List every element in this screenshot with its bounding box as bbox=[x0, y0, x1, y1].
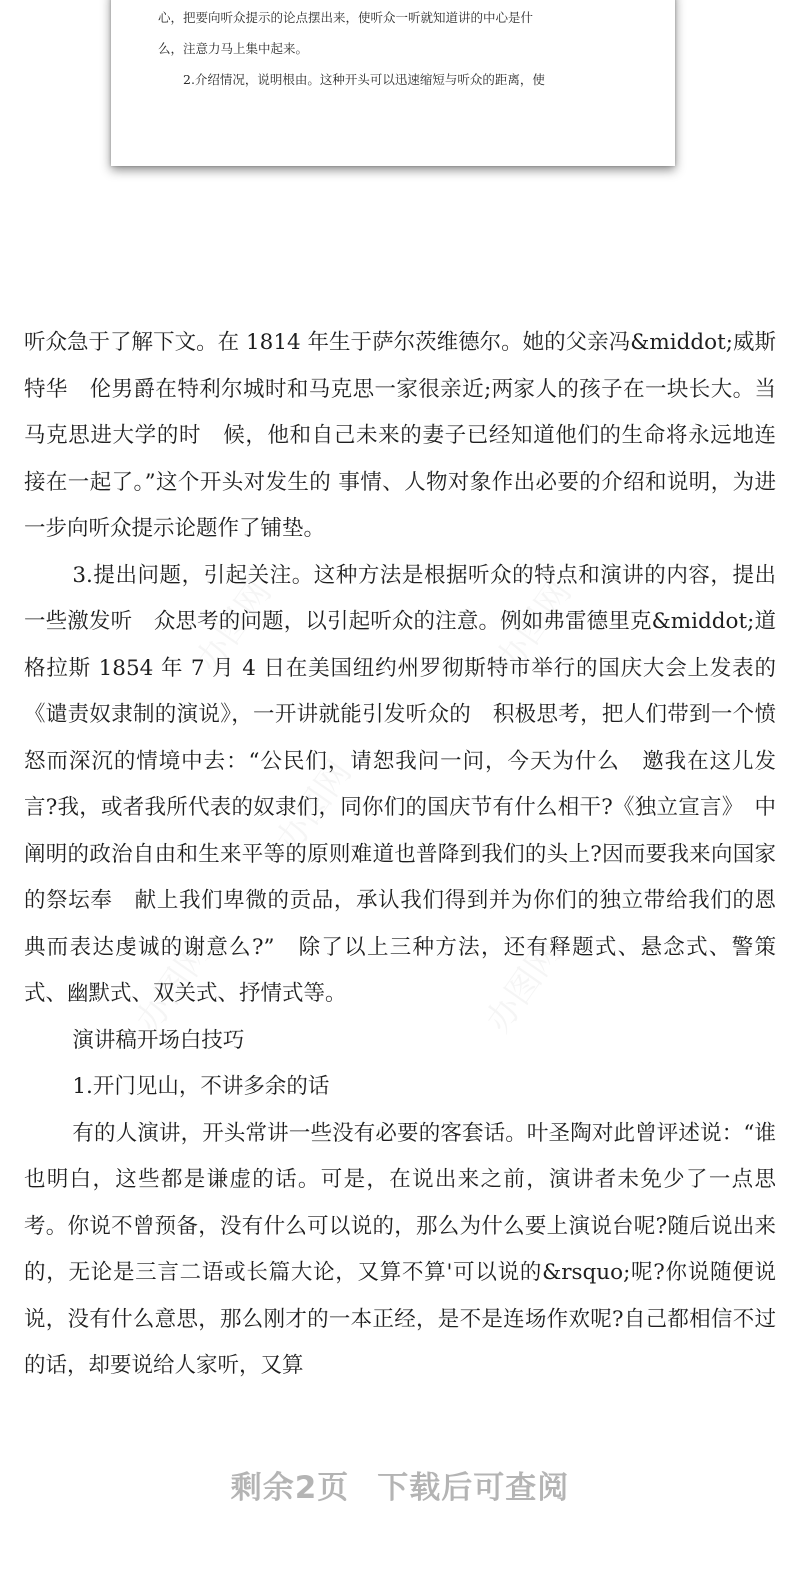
preview-text bbox=[158, 2, 648, 95]
section-heading: 演讲稿开场白技巧 bbox=[72, 1027, 245, 1053]
preview-line: 么，注意力马上集中起来。 bbox=[158, 41, 309, 56]
watermark: 办图网 bbox=[128, 933, 220, 1040]
watermark: 办图网 bbox=[478, 933, 570, 1040]
body-paragraph: 听众急于了解下文。在 1814 年生于萨尔茨维德尔。她的父亲冯&middot;威斯特华 伦男爵在特利尔城时和马克思一家很亲近;两家人的孩子在一块长大。当马克思进大学的时 候，他和自己未来的妻子已经知道他们的生命将永远地连接在一起了。”这个开头对发生的 事情、人物对象作出必要的介绍和说明，为进一步向听众提示论题作了铺垫。 bbox=[24, 330, 776, 541]
download-prompt[interactable] bbox=[0, 1462, 800, 1507]
watermark: 办图网 bbox=[488, 573, 580, 680]
document-body bbox=[24, 320, 776, 1390]
preview-line: 心，把要向听众提示的论点摆出来，使听众一听就知道讲的中心是什 bbox=[158, 10, 534, 25]
body-paragraph: 有的人演讲，开头常讲一些没有必要的客套话。叶圣陶对此曾评述说：“谁也明白，这些都是谦虚的话。可是，在说出来之前，演讲者未免少了一点思考。你说不曾预备，没有什么可以说的，那么为什么要上演说台呢?随后说出来的，无论是三言二语或长篇大论，又算不算'可以说的&rsquo;呢?你说随便说说，没有什么意思，那么刚才的一本正经，是不是连场作欢呢?自己都相信不过的话，却要说给人家听，又算 bbox=[24, 1120, 776, 1378]
watermark: 办图网 bbox=[188, 573, 280, 680]
preview-paragraph: 2.介绍情况，说明根由。这种开头可以迅速缩短与听众的距离，使 bbox=[183, 72, 545, 87]
body-paragraph: 3.提出问题，引起关注。这种方法是根据听众的特点和演讲的内容，提出一些激发听 众思考的问题，以引起听众的注意。例如弗雷德里克&middot;道格拉斯 1854 年 7 月 4 日在美国纽约州罗彻斯特市举行的国庆大会上发表的《谴责奴隶制的演说》，一开讲就能引发听众的 积极思考，把人们带到一个愤怒而深沉的情境中去：“公民们，请恕我问一问，今天为什么 邀我在这儿发言?我，或者我所代表的奴隶们，同你们的国庆节有什么相干?《独立宣言》 中阐明的政治自由和生来平等的原则难道也普降到我们的头上?因而要我来向国家的祭坛奉 献上我们卑微的贡品，承认我们得到并为你们的独立带给我们的恩典而表达虔诚的谢意么?” 除了以上三种方法，还有释题式、悬念式、警策式、幽默式、双关式、抒情式等。 bbox=[24, 562, 776, 1006]
sub-heading: 1.开门见山，不讲多余的话 bbox=[72, 1074, 330, 1099]
document-preview-page bbox=[111, 0, 675, 166]
watermark: 办图网 bbox=[268, 753, 360, 860]
download-to-view-label[interactable]: 下载后可查阅 bbox=[377, 1470, 570, 1506]
remaining-pages-label: 剩余2页 bbox=[230, 1470, 350, 1506]
